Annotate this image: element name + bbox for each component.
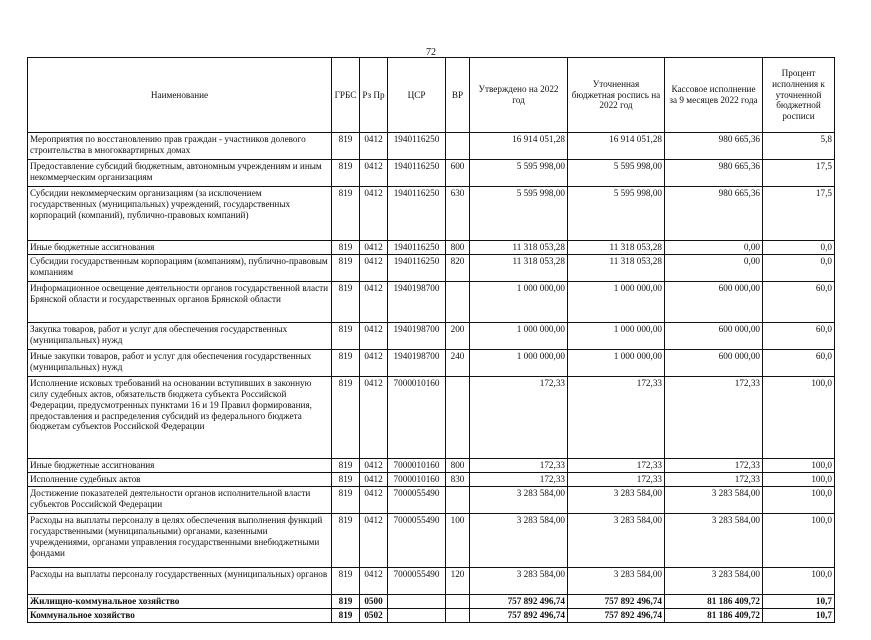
col-header-refined: Уточненная бюджетная роспись на 2022 год: [568, 58, 665, 133]
cell-cash: 81 186 409,72: [665, 595, 763, 609]
cell-percent: 100,0: [763, 377, 835, 459]
cell-name: Жилищно-коммунальное хозяйство: [28, 595, 332, 609]
col-header-csr: ЦСР: [388, 58, 446, 133]
cell-grbs: 819: [332, 514, 360, 568]
cell-approved: 11 318 053,28: [470, 241, 568, 255]
cell-rzpr: 0412: [360, 282, 388, 323]
cell-approved: 172,33: [470, 377, 568, 459]
cell-grbs: 819: [332, 241, 360, 255]
cell-refined: 16 914 051,28: [568, 133, 665, 160]
cell-name: Мероприятия по восстановлению прав граждан - участников долевого строительства в многоквартирных домах: [28, 133, 332, 160]
cell-name: Иные бюджетные ассигнования: [28, 241, 332, 255]
table-row: [28, 255, 835, 282]
cell-approved: 1 000 000,00: [470, 282, 568, 323]
table-row: [28, 241, 835, 255]
cell-approved: 5 595 998,00: [470, 160, 568, 187]
cell-csr: 7000010160: [388, 473, 446, 487]
cell-csr: 7000010160: [388, 459, 446, 473]
cell-percent: 10,7: [763, 595, 835, 609]
cell-csr: [388, 595, 446, 609]
cell-refined: 3 283 584,00: [568, 514, 665, 568]
table-row: [28, 568, 835, 595]
cell-percent: 5,8: [763, 133, 835, 160]
cell-grbs: 819: [332, 377, 360, 459]
cell-cash: 0,00: [665, 255, 763, 282]
table-row: [28, 487, 835, 514]
cell-approved: 1 000 000,00: [470, 323, 568, 350]
cell-rzpr: 0412: [360, 568, 388, 595]
cell-rzpr: 0412: [360, 514, 388, 568]
cell-vr: [446, 133, 470, 160]
cell-cash: 172,33: [665, 459, 763, 473]
cell-cash: 980 665,36: [665, 187, 763, 241]
cell-cash: 600 000,00: [665, 350, 763, 377]
cell-percent: 100,0: [763, 568, 835, 595]
cell-refined: 3 283 584,00: [568, 487, 665, 514]
col-header-cash: Кассовое исполнение за 9 месяцев 2022 года: [665, 58, 763, 133]
cell-approved: 1 000 000,00: [470, 350, 568, 377]
cell-percent: 100,0: [763, 473, 835, 487]
cell-refined: 11 318 053,28: [568, 255, 665, 282]
cell-cash: 980 665,36: [665, 133, 763, 160]
col-header-vr: ВР: [446, 58, 470, 133]
cell-cash: 172,33: [665, 377, 763, 459]
cell-grbs: 819: [332, 160, 360, 187]
col-header-percent: Процент исполнения к уточненной бюджетной росписи: [763, 58, 835, 133]
cell-percent: 60,0: [763, 323, 835, 350]
table-row: [28, 323, 835, 350]
cell-refined: 5 595 998,00: [568, 187, 665, 241]
cell-csr: [388, 609, 446, 623]
cell-percent: 17,5: [763, 187, 835, 241]
cell-csr: 1940198700: [388, 323, 446, 350]
cell-name: Субсидии некоммерческим организациям (за исключением государственных (муниципальных) учреждений, государственных корпораций (компаний), публично-правовых компаний): [28, 187, 332, 241]
cell-cash: 600 000,00: [665, 282, 763, 323]
cell-percent: 0,0: [763, 241, 835, 255]
cell-rzpr: 0412: [360, 350, 388, 377]
cell-vr: [446, 377, 470, 459]
cell-vr: 120: [446, 568, 470, 595]
cell-name: Субсидии государственным корпорациям (компаниям), публично-правовым компаниям: [28, 255, 332, 282]
cell-grbs: 819: [332, 473, 360, 487]
cell-refined: 3 283 584,00: [568, 568, 665, 595]
cell-grbs: 819: [332, 187, 360, 241]
cell-vr: [446, 609, 470, 623]
budget-execution-table: [27, 57, 835, 623]
col-header-grbs: ГРБС: [332, 58, 360, 133]
cell-refined: 757 892 496,74: [568, 609, 665, 623]
cell-rzpr: 0412: [360, 241, 388, 255]
table-row: [28, 187, 835, 241]
cell-grbs: 819: [332, 568, 360, 595]
table-row: [28, 514, 835, 568]
cell-rzpr: 0412: [360, 487, 388, 514]
cell-cash: 980 665,36: [665, 160, 763, 187]
cell-csr: 1940198700: [388, 282, 446, 323]
cell-vr: 600: [446, 160, 470, 187]
cell-approved: 757 892 496,74: [470, 595, 568, 609]
cell-cash: 172,33: [665, 473, 763, 487]
cell-percent: 17,5: [763, 160, 835, 187]
cell-cash: 600 000,00: [665, 323, 763, 350]
cell-csr: 7000010160: [388, 377, 446, 459]
cell-name: Предоставление субсидий бюджетным, автономным учреждениям и иным некоммерческим организациям: [28, 160, 332, 187]
cell-refined: 757 892 496,74: [568, 595, 665, 609]
cell-grbs: 819: [332, 595, 360, 609]
table-row: [28, 350, 835, 377]
cell-rzpr: 0412: [360, 133, 388, 160]
table-header-row: [28, 58, 835, 133]
cell-cash: 3 283 584,00: [665, 568, 763, 595]
cell-vr: 630: [446, 187, 470, 241]
cell-name: Исполнение судебных актов: [28, 473, 332, 487]
cell-vr: [446, 487, 470, 514]
cell-refined: 172,33: [568, 473, 665, 487]
cell-name: Информационное освещение деятельности органов государственной власти Брянской области и государственных органов Брянской области: [28, 282, 332, 323]
cell-refined: 1 000 000,00: [568, 282, 665, 323]
cell-percent: 10,7: [763, 609, 835, 623]
cell-grbs: 819: [332, 323, 360, 350]
cell-grbs: 819: [332, 282, 360, 323]
cell-csr: 1940116250: [388, 160, 446, 187]
table-row: [28, 282, 835, 323]
cell-approved: 172,33: [470, 473, 568, 487]
cell-cash: 0,00: [665, 241, 763, 255]
cell-rzpr: 0502: [360, 609, 388, 623]
cell-percent: 60,0: [763, 350, 835, 377]
cell-vr: 820: [446, 255, 470, 282]
cell-csr: 1940116250: [388, 133, 446, 160]
cell-rzpr: 0500: [360, 595, 388, 609]
cell-grbs: 819: [332, 459, 360, 473]
cell-rzpr: 0412: [360, 473, 388, 487]
cell-vr: 240: [446, 350, 470, 377]
cell-rzpr: 0412: [360, 187, 388, 241]
cell-approved: 3 283 584,00: [470, 568, 568, 595]
cell-vr: [446, 595, 470, 609]
table-row: [28, 473, 835, 487]
cell-csr: 7000055490: [388, 514, 446, 568]
cell-percent: 100,0: [763, 487, 835, 514]
cell-approved: 5 595 998,00: [470, 187, 568, 241]
cell-name: Расходы на выплаты персоналу в целях обеспечения выполнения функций государственными (муниципальными) органами, казенными учреждениями, органами управления государственными внебюджетными фондами: [28, 514, 332, 568]
cell-rzpr: 0412: [360, 160, 388, 187]
page-number: 72: [426, 47, 436, 58]
cell-approved: 3 283 584,00: [470, 514, 568, 568]
table-row: [28, 609, 835, 623]
cell-percent: 100,0: [763, 459, 835, 473]
cell-cash: 3 283 584,00: [665, 487, 763, 514]
col-header-rzpr: Рз Пр: [360, 58, 388, 133]
cell-approved: 172,33: [470, 459, 568, 473]
cell-refined: 1 000 000,00: [568, 323, 665, 350]
cell-name: Иные бюджетные ассигнования: [28, 459, 332, 473]
cell-percent: 100,0: [763, 514, 835, 568]
table-row: [28, 595, 835, 609]
table-row: [28, 459, 835, 473]
cell-approved: 757 892 496,74: [470, 609, 568, 623]
cell-name: Исполнение исковых требований на основании вступивших в законную силу судебных актов, обязательств бюджета субъекта Российской Федерации, предусмотренных пунктами 16 и 19 Правил формирования, предоставления и распределения субсидий из федерального бюджета бюджетам субъектов Российской Федерации: [28, 377, 332, 459]
cell-name: Достижение показателей деятельности органов исполнительной власти субъектов Российской Федерации: [28, 487, 332, 514]
cell-rzpr: 0412: [360, 323, 388, 350]
cell-rzpr: 0412: [360, 377, 388, 459]
cell-vr: 800: [446, 241, 470, 255]
cell-grbs: 819: [332, 255, 360, 282]
cell-name: Закупка товаров, работ и услуг для обеспечения государственных (муниципальных) нужд: [28, 323, 332, 350]
cell-percent: 0,0: [763, 255, 835, 282]
cell-refined: 172,33: [568, 377, 665, 459]
cell-csr: 7000055490: [388, 487, 446, 514]
cell-vr: 830: [446, 473, 470, 487]
cell-vr: 200: [446, 323, 470, 350]
cell-rzpr: 0412: [360, 459, 388, 473]
cell-csr: 7000055490: [388, 568, 446, 595]
cell-approved: 11 318 053,28: [470, 255, 568, 282]
cell-cash: 81 186 409,72: [665, 609, 763, 623]
table-row: [28, 377, 835, 459]
cell-vr: [446, 282, 470, 323]
cell-refined: 11 318 053,28: [568, 241, 665, 255]
cell-csr: 1940198700: [388, 350, 446, 377]
cell-csr: 1940116250: [388, 241, 446, 255]
cell-percent: 60,0: [763, 282, 835, 323]
cell-vr: 800: [446, 459, 470, 473]
cell-rzpr: 0412: [360, 255, 388, 282]
cell-refined: 172,33: [568, 459, 665, 473]
table-row: [28, 133, 835, 160]
col-header-name: Наименование: [28, 58, 332, 133]
cell-grbs: 819: [332, 609, 360, 623]
cell-name: Иные закупки товаров, работ и услуг для обеспечения государственных (муниципальных) нужд: [28, 350, 332, 377]
cell-csr: 1940116250: [388, 187, 446, 241]
cell-approved: 16 914 051,28: [470, 133, 568, 160]
cell-vr: 100: [446, 514, 470, 568]
table-row: [28, 160, 835, 187]
cell-csr: 1940116250: [388, 255, 446, 282]
cell-refined: 5 595 998,00: [568, 160, 665, 187]
cell-grbs: 819: [332, 350, 360, 377]
cell-approved: 3 283 584,00: [470, 487, 568, 514]
cell-name: Коммунальное хозяйство: [28, 609, 332, 623]
cell-cash: 3 283 584,00: [665, 514, 763, 568]
cell-name: Расходы на выплаты персоналу государственных (муниципальных) органов: [28, 568, 332, 595]
cell-refined: 1 000 000,00: [568, 350, 665, 377]
cell-grbs: 819: [332, 487, 360, 514]
col-header-approved: Утверждено на 2022 год: [470, 58, 568, 133]
cell-grbs: 819: [332, 133, 360, 160]
